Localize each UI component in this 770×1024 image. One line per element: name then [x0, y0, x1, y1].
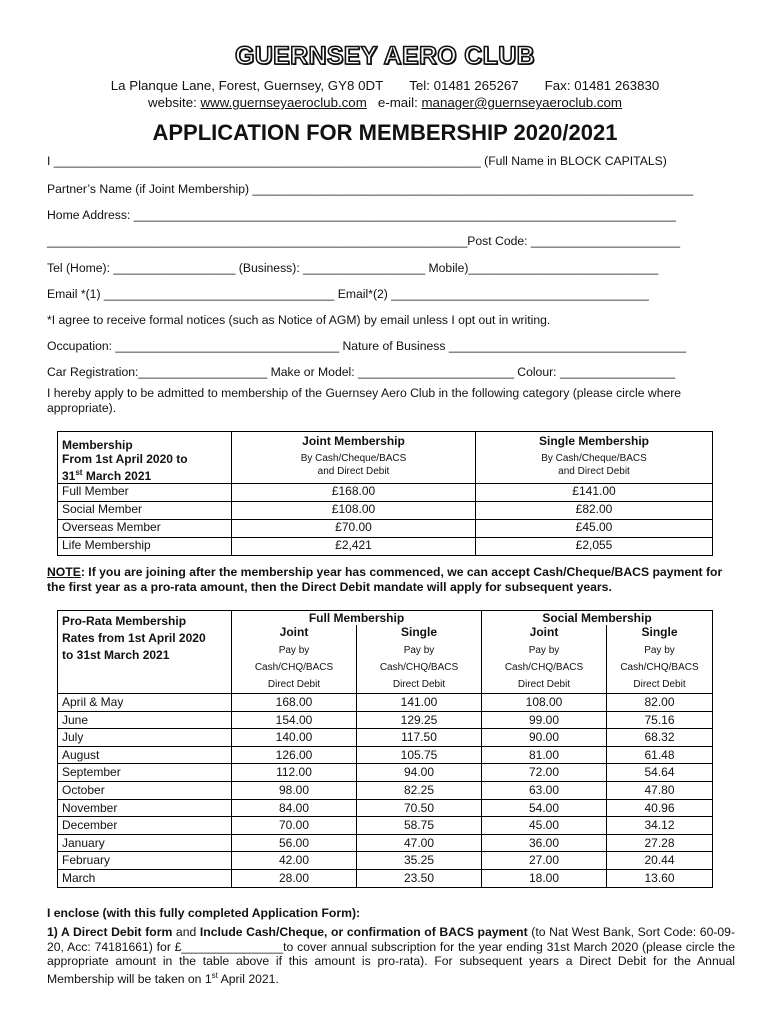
month-cell: July — [58, 729, 232, 747]
enclose-heading: I enclose (with this fully completed Application Form): — [47, 906, 361, 920]
contact-line — [0, 95, 770, 110]
rate-cell[interactable]: 18.00 — [482, 869, 607, 887]
table-row[interactable] — [58, 764, 713, 782]
rate-cell[interactable]: 54.64 — [607, 764, 713, 782]
partner-name-field[interactable]: Partner’s Name (if Joint Membership) _________________________________________________________________ — [47, 182, 694, 196]
rate-cell[interactable]: 72.00 — [482, 764, 607, 782]
club-fax: Fax: 01481 263830 — [544, 78, 660, 93]
postcode-field[interactable]: ______________________________________________________________Post Code: ______________________ — [47, 234, 681, 248]
rate-cell[interactable]: 47.00 — [357, 834, 482, 852]
rate-cell[interactable]: 27.28 — [607, 834, 713, 852]
month-cell: March — [58, 869, 232, 887]
home-address-field[interactable]: Home Address: ________________________________________________________________________________ — [47, 208, 676, 222]
rate-cell[interactable]: 75.16 — [607, 711, 713, 729]
month-cell: December — [58, 817, 232, 835]
rate-cell[interactable]: 141.00 — [357, 694, 482, 712]
prorata-header-cell: Pro-Rata Membership Rates from 1st April 2020 to 31st March 2021 — [58, 611, 232, 694]
rate-cell[interactable]: 70.50 — [357, 799, 482, 817]
month-cell: August — [58, 746, 232, 764]
table-row[interactable] — [58, 869, 713, 887]
club-address: La Planque Lane, Forest, Guernsey, GY8 0DT — [110, 78, 384, 93]
rate-cell[interactable]: 70.00 — [232, 817, 357, 835]
table-row[interactable]: Overseas Member £70.00 £45.00 — [58, 520, 713, 538]
rate-cell[interactable]: 105.75 — [357, 746, 482, 764]
full-membership-header: Full Membership — [232, 611, 482, 626]
table-row[interactable] — [58, 817, 713, 835]
rate-cell[interactable]: 13.60 — [607, 869, 713, 887]
rate-cell[interactable]: 45.00 — [482, 817, 607, 835]
car-fields[interactable]: Car Registration:___________________ Make or Model: _______________________ Colour: _________________ — [47, 365, 676, 379]
rate-cell[interactable]: 68.32 — [607, 729, 713, 747]
social-joint-header: Joint Pay by Cash/CHQ/BACS Direct Debit — [482, 625, 607, 694]
email-consent-text: *I agree to receive formal notices (such as Notice of AGM) by email unless I opt out in writing. — [47, 313, 551, 327]
phone-fields[interactable]: Tel (Home): __________________ (Business): __________________ Mobile)____________________________ — [47, 261, 659, 275]
rate-cell[interactable]: 81.00 — [482, 746, 607, 764]
rate-cell[interactable]: 35.25 — [357, 852, 482, 870]
website-label: website: — [148, 95, 197, 110]
rate-cell[interactable]: 168.00 — [232, 694, 357, 712]
full-joint-header: Joint Pay by Cash/CHQ/BACS Direct Debit — [232, 625, 357, 694]
rate-cell[interactable]: 82.25 — [357, 781, 482, 799]
rate-cell[interactable]: 99.00 — [482, 711, 607, 729]
rate-cell[interactable]: 42.00 — [232, 852, 357, 870]
rate-cell[interactable]: 129.25 — [357, 711, 482, 729]
table-row[interactable] — [58, 852, 713, 870]
rate-cell[interactable]: 47.80 — [607, 781, 713, 799]
form-heading: APPLICATION FOR MEMBERSHIP 2020/2021 — [152, 120, 618, 145]
apply-statement: I hereby apply to be admitted to membership of the Guernsey Aero Club in the following category (please circle where appropriate). — [47, 386, 682, 415]
rate-cell[interactable]: 23.50 — [357, 869, 482, 887]
rate-cell[interactable]: 36.00 — [482, 834, 607, 852]
membership-table — [57, 431, 713, 556]
rate-cell[interactable]: 90.00 — [482, 729, 607, 747]
single-membership-header: Single Membership By Cash/Cheque/BACS and Direct Debit — [476, 432, 713, 484]
table-row[interactable] — [58, 729, 713, 747]
rate-cell[interactable]: 82.00 — [607, 694, 713, 712]
rate-cell[interactable]: 94.00 — [357, 764, 482, 782]
club-tel: Tel: 01481 265267 — [409, 78, 519, 93]
rate-cell[interactable]: 20.44 — [607, 852, 713, 870]
month-cell: January — [58, 834, 232, 852]
table-row[interactable] — [58, 711, 713, 729]
rate-cell[interactable]: 63.00 — [482, 781, 607, 799]
rate-cell[interactable]: 126.00 — [232, 746, 357, 764]
table-row[interactable] — [58, 799, 713, 817]
table-row[interactable] — [58, 694, 713, 712]
month-cell: October — [58, 781, 232, 799]
club-title: GUERNSEY AERO CLUB — [235, 42, 535, 70]
rate-cell[interactable]: 84.00 — [232, 799, 357, 817]
website-link[interactable]: www.guernseyaeroclub.com — [200, 95, 367, 110]
email-label: e-mail: — [377, 95, 418, 110]
table-row[interactable]: Life Membership £2,421 £2,055 — [58, 538, 713, 556]
month-cell: February — [58, 852, 232, 870]
month-cell: November — [58, 799, 232, 817]
full-name-field[interactable]: I _______________________________________________________________ (Full Name in BLOCK CAPITALS) — [47, 154, 667, 168]
table-row[interactable] — [58, 834, 713, 852]
address-line — [0, 78, 770, 93]
rate-cell[interactable]: 140.00 — [232, 729, 357, 747]
table-row[interactable]: Social Member £108.00 £82.00 — [58, 502, 713, 520]
prorata-note: NOTE: If you are joining after the membership year has commenced, we can accept Cash/Cheque/BACS payment for the first year as a pro-rata amount, then the Direct Debit mandate will apply for subsequent years. — [47, 565, 723, 594]
enclose-paragraph: 1) A Direct Debit form and Include Cash/Cheque, or confirmation of BACS payment (to Nat West Bank, Sort Code: 60-09-20, Acc: 74181661) for £_______________to cover annual subscription for the year ending 31st March 2020 (please circle the appropriate amount in the table above if this amount is pro-rata). For subsequent years a Direct Debit for the Annual Membership will be taken on 1st April 2021. — [47, 925, 736, 986]
rate-cell[interactable]: 58.75 — [357, 817, 482, 835]
membership-header-cell: Membership From 1st April 2020 to 31st March 2021 — [58, 432, 232, 484]
social-single-header: Single Pay by Cash/CHQ/BACS Direct Debit — [607, 625, 713, 694]
rate-cell[interactable]: 61.48 — [607, 746, 713, 764]
rate-cell[interactable]: 112.00 — [232, 764, 357, 782]
full-single-header: Single Pay by Cash/CHQ/BACS Direct Debit — [357, 625, 482, 694]
rate-cell[interactable]: 28.00 — [232, 869, 357, 887]
table-row[interactable] — [58, 746, 713, 764]
month-cell: June — [58, 711, 232, 729]
rate-cell[interactable]: 98.00 — [232, 781, 357, 799]
month-cell: April & May — [58, 694, 232, 712]
table-row[interactable]: Full Member £168.00 £141.00 — [58, 484, 713, 502]
occupation-field[interactable]: Occupation: _________________________________ Nature of Business ___________________________________ — [47, 339, 687, 353]
rate-cell[interactable]: 40.96 — [607, 799, 713, 817]
rate-cell[interactable]: 108.00 — [482, 694, 607, 712]
rate-cell[interactable]: 34.12 — [607, 817, 713, 835]
joint-membership-header: Joint Membership By Cash/Cheque/BACS and Direct Debit — [232, 432, 476, 484]
rate-cell[interactable]: 154.00 — [232, 711, 357, 729]
month-cell: September — [58, 764, 232, 782]
social-membership-header: Social Membership — [482, 611, 713, 626]
email-link[interactable]: manager@guernseyaeroclub.com — [421, 95, 622, 110]
prorata-table — [57, 610, 713, 888]
rate-cell[interactable]: 117.50 — [357, 729, 482, 747]
rate-cell[interactable]: 54.00 — [482, 799, 607, 817]
rate-cell[interactable]: 27.00 — [482, 852, 607, 870]
email-fields[interactable]: Email *(1) __________________________________ Email*(2) ______________________________________ — [47, 287, 649, 301]
rate-cell[interactable]: 56.00 — [232, 834, 357, 852]
table-row[interactable] — [58, 781, 713, 799]
